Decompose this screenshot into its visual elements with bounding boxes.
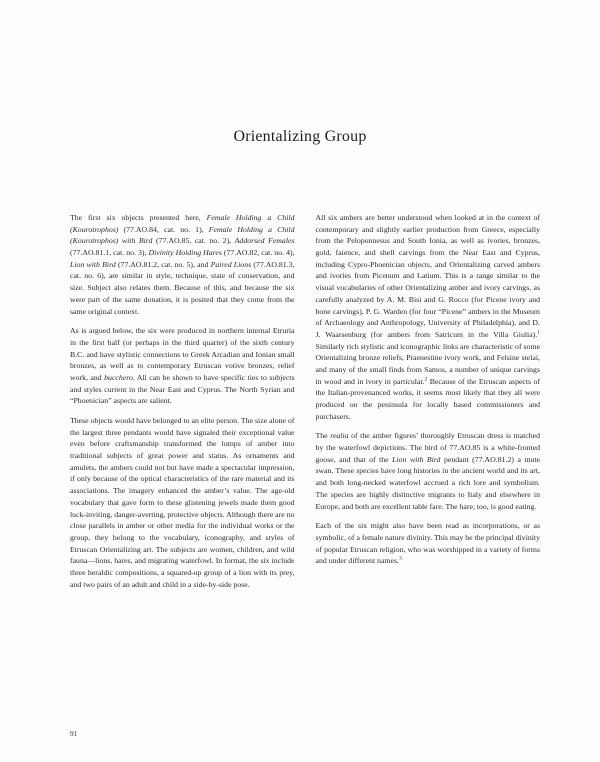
- paragraph: These objects would have belonged to an elite person. The size alone of the largest three pendants would have signaled their exceptional value even before craftsmanship transformed the lumps of amber into traditional subjects of great power and status. As ornaments and amulets, the ambers could not but have made a spectacular impression, if only because of the optical characteristics of the rare material and its associations. The imagery enhanced the amber’s value. The age-old vocabulary that gave form to these glistening jewels made them good luck-inviting, danger-averting, protective objects. Although there are no close parallels in amber or other media for the individual works or the group, they belong to the vocabulary, iconography, and styles of Etruscan Orientalizing art. The subjects are women, children, and wild fauna—lions, hares, and migrating waterfowl. In format, the six include three heraldic compositions, a squared-up group of a lion with its prey, and two pairs of an adult and child in a side-by-side pose.: [70, 416, 295, 589]
- page-number: 91: [70, 729, 78, 738]
- paragraph: Each of the six might also have been read as incorporations, or as symbolic, of a female nature divinity. This may be the principal divinity of popular Etruscan religion, who was worshipped in a variety of forms and under different names.$^3$: [315, 521, 540, 566]
- paragraph: The realia of the amber figures’ thoroughly Etruscan dress is matched by the waterfowl depictions. The bird of 77.AO.85 is a white-fronted goose, and that of the Lion with Bird pendant (77.AO.81.2) a mute swan. These species have long histories in the ancient world and its art, and both long-necked waterfowl accrued a rich lore and symbolism. The species are highly distinctive migrants to Italy and elsewhere in Europe, and both are excellent table fare. The hare, too, is good eating.: [315, 431, 540, 511]
- right-column: [316, 212, 541, 598]
- text-columns: [70, 212, 540, 598]
- paragraph: As is argued below, the six were produced in northern internal Etruria in the first half (or perhaps in the third quarter) of the sixth century B.C. and have stylistic connections to Greek Arcadian and Ionian small bronzes, as well as to contemporary Etruscan votive bronzes, relief work, and bucchero. All can be shown to have specific ties to subjects and styles current in the Near East and Cyprus. The North Syrian and “Phoenician” aspects are salient.: [70, 326, 295, 406]
- paragraph: All six ambers are better understood when looked at in the context of contemporary and slightly earlier production from Greece, especially from the Peloponnesus and South Ionia, as well as ivories, bronzes, gold, faience, and shell carvings from the Near East and Cyprus, including Cypro-Phoenician objects, and Orientalizing carved ambers and ivories from Picenum and Latium. This is a range similar to the visual vocabularies of other Orientalizing amber and ivory carvings, as carefully analyzed by A. M. Bisi and G. Rocco (for Picene ivory and bone carvings), P. G. Warden (for four “Picene” ambers in the Museum of Archaeology and Anthropology, University of Philadelphia), and D. J. Waarsenburg (for ambers from Satricum in the Villa Giulia).$^1$ Similarly rich stylistic and iconographic links are characteristic of some Orientalizing bronze reliefs, Praenestine ivory work, and Felsine stelai, and many of the small finds from Samos, a number of unique carvings in wood and in ivory in particular.$^2$ Because of the Etruscan aspects of the Italian-provenanced works, it seems most likely that they all were produced on the peninsula for locally based commissioners and purchasers.: [315, 213, 540, 421]
- footnote-reference: 3: [398, 555, 402, 562]
- footnote-reference: 2: [424, 376, 428, 383]
- page-title: Orientalizing Group: [233, 128, 367, 145]
- left-column: [70, 212, 295, 598]
- footnote-reference: 1: [537, 329, 540, 336]
- paragraph: The first six objects presented here, Female Holding a Child (Kourotrophos) (77.AO.84, cat. no. 1), Female Holding a Child (Kourotrophos) with Bird (77.AO.85, cat. no. 2), Addorsed Females (77.AO.81.1, cat. no. 3), Divinity Holding Hares (77.AO.82, cat. no. 4), Lion with Bird (77.AO.81.2, cat. no. 5), and Paired Lions (77.AO.81.3, cat. no. 6), are similar in style, technique, state of conservation, and size. Subject also relates them. Because of this, and because the six were part of the same donation, it is posited that they come from the same original context.: [70, 213, 295, 316]
